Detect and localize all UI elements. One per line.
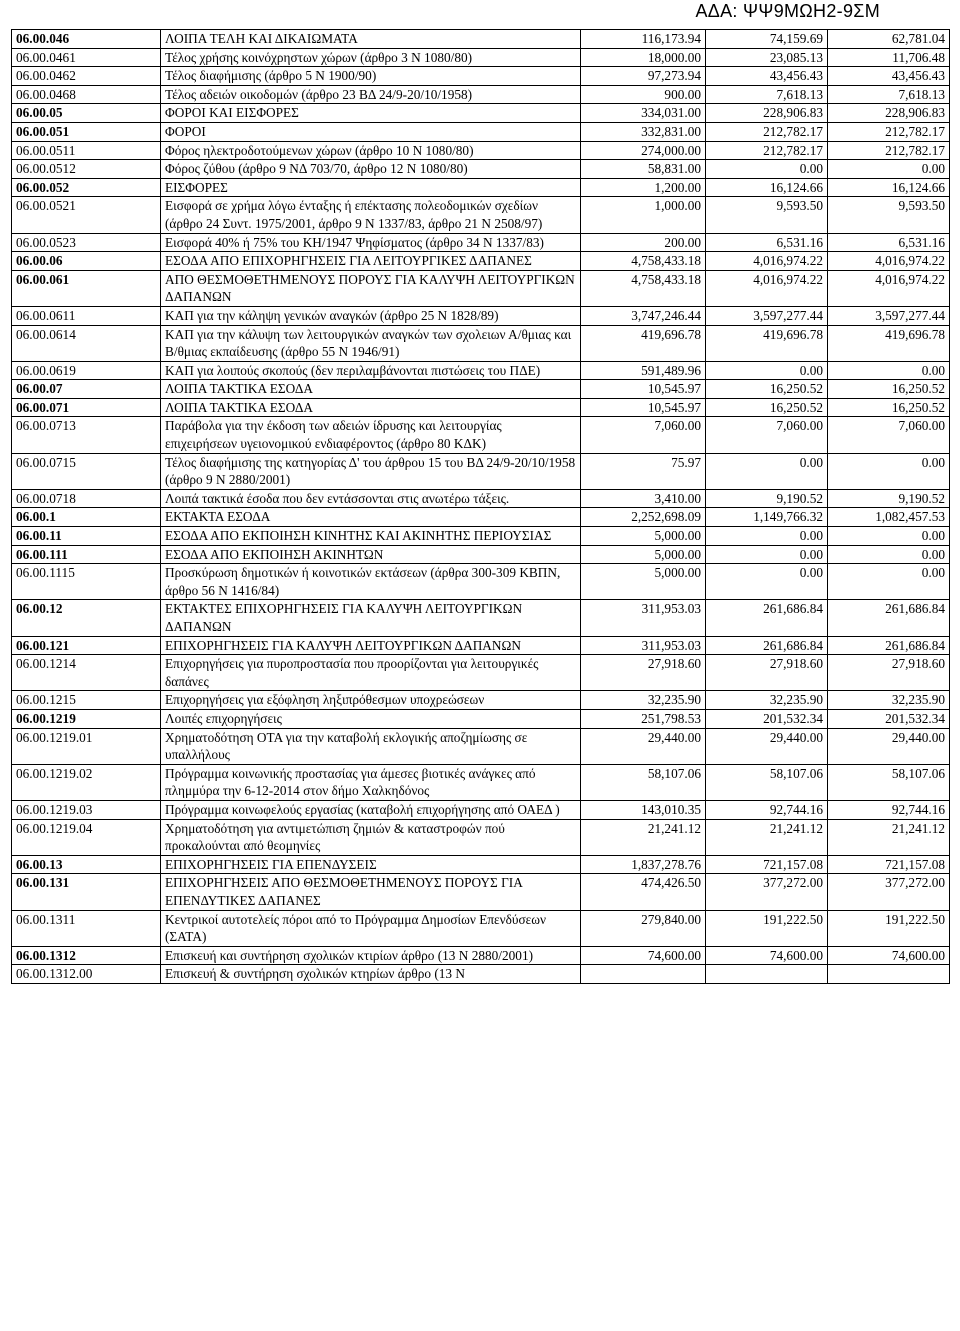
row-budget-value: 18,000.00 <box>581 48 706 67</box>
row-certified-value: 58,107.06 <box>706 764 828 800</box>
table-row <box>12 728 950 764</box>
row-code: 06.00.0468 <box>12 85 161 104</box>
row-certified-value: 0.00 <box>706 564 828 600</box>
row-code: 06.00.11 <box>12 527 161 546</box>
row-description: ΛΟΙΠΑ ΤΕΛΗ ΚΑΙ ΔΙΚΑΙΩΜΑΤΑ <box>161 30 581 49</box>
table-row <box>12 508 950 527</box>
row-code: 06.00.0718 <box>12 489 161 508</box>
row-certified-value: 43,456.43 <box>706 67 828 86</box>
row-description: Τέλος αδειών οικοδομών (άρθρο 23 ΒΔ 24/9-20/10/1958) <box>161 85 581 104</box>
row-code: 06.00.0611 <box>12 306 161 325</box>
table-row <box>12 233 950 252</box>
row-budget-value: 251,798.53 <box>581 709 706 728</box>
table-row <box>12 252 950 271</box>
row-description: ΕΣΟΔΑ ΑΠΟ ΕΚΠΟΙΗΣΗ ΚΙΝΗΤΗΣ ΚΑΙ ΑΚΙΝΗΤΗΣ ΠΕΡΙΟΥΣΙΑΣ <box>161 527 581 546</box>
row-code: 06.00.1219.04 <box>12 819 161 855</box>
table-row <box>12 453 950 489</box>
row-certified-value: 0.00 <box>706 453 828 489</box>
row-code: 06.00.0614 <box>12 325 161 361</box>
row-certified-value: 377,272.00 <box>706 874 828 910</box>
row-description: ΕΣΟΔΑ ΑΠΟ ΕΠΙΧΟΡΗΓΗΣΕΙΣ ΓΙΑ ΛΕΙΤΟΥΡΓΙΚΕΣ ΔΑΠΑΝΕΣ <box>161 252 581 271</box>
table-row <box>12 380 950 399</box>
row-budget-value: 2,252,698.09 <box>581 508 706 527</box>
row-certified-value: 4,016,974.22 <box>706 270 828 306</box>
row-code: 06.00.0511 <box>12 141 161 160</box>
row-description: Τέλος χρήσης κοινόχρηστων χώρων (άρθρο 3 Ν 1080/80) <box>161 48 581 67</box>
row-certified-value: 4,016,974.22 <box>706 252 828 271</box>
row-description: Εισφορά σε χρήμα λόγω ένταξης ή επέκτασης πολεοδομικών σχεδίων (άρθρο 24 Συντ. 1975/2001, άρθρο 9 Ν 1337/83, άρθρο 21 Ν 2508/97) <box>161 197 581 233</box>
row-collected-value: 0.00 <box>828 545 950 564</box>
row-code: 06.00.1219.01 <box>12 728 161 764</box>
row-budget-value: 274,000.00 <box>581 141 706 160</box>
row-code: 06.00.13 <box>12 855 161 874</box>
table-row <box>12 965 950 984</box>
row-code: 06.00.052 <box>12 178 161 197</box>
table-row <box>12 141 950 160</box>
row-description: Προσκύρωση δημοτικών ή κοινοτικών εκτάσεων (άρθρα 300-309 ΚΒΠΝ, άρθρο 56 Ν 1416/84) <box>161 564 581 600</box>
row-budget-value: 143,010.35 <box>581 800 706 819</box>
row-description: ΕΚΤΑΚΤΑ ΕΣΟΔΑ <box>161 508 581 527</box>
row-collected-value: 0.00 <box>828 160 950 179</box>
row-certified-value: 212,782.17 <box>706 122 828 141</box>
row-certified-value: 0.00 <box>706 160 828 179</box>
row-description: Λοιπές επιχορηγήσεις <box>161 709 581 728</box>
row-budget-value: 5,000.00 <box>581 545 706 564</box>
row-budget-value: 7,060.00 <box>581 417 706 453</box>
row-description: Πρόγραμμα κοινωφελούς εργασίας (καταβολή επιχορήγησης από ΟΑΕΔ ) <box>161 800 581 819</box>
row-collected-value: 62,781.04 <box>828 30 950 49</box>
row-code: 06.00.0713 <box>12 417 161 453</box>
row-budget-value: 311,953.03 <box>581 636 706 655</box>
row-budget-value: 4,758,433.18 <box>581 270 706 306</box>
row-collected-value: 201,532.34 <box>828 709 950 728</box>
row-description: ΦΟΡΟΙ ΚΑΙ ΕΙΣΦΟΡΕΣ <box>161 104 581 123</box>
table-row <box>12 874 950 910</box>
row-budget-value: 1,837,278.76 <box>581 855 706 874</box>
row-collected-value: 16,250.52 <box>828 398 950 417</box>
row-certified-value: 419,696.78 <box>706 325 828 361</box>
row-description: ΕΠΙΧΟΡΗΓΗΣΕΙΣ ΓΙΑ ΚΑΛΥΨΗ ΛΕΙΤΟΥΡΓΙΚΩΝ ΔΑΠΑΝΩΝ <box>161 636 581 655</box>
row-description: ΕΙΣΦΟΡΕΣ <box>161 178 581 197</box>
row-description: ΚΑΠ για την κάληψη γενικών αναγκών (άρθρο 25 Ν 1828/89) <box>161 306 581 325</box>
table-row <box>12 67 950 86</box>
row-certified-value: 16,124.66 <box>706 178 828 197</box>
row-collected-value: 0.00 <box>828 527 950 546</box>
row-code: 06.00.1311 <box>12 910 161 946</box>
row-collected-value: 6,531.16 <box>828 233 950 252</box>
row-budget-value: 5,000.00 <box>581 527 706 546</box>
row-description: ΦΟΡΟΙ <box>161 122 581 141</box>
row-description: ΚΑΠ για την κάλυψη των λειτουργικών αναγκών των σχολειων Α/θμιας και Β/θμιας εκπαίδευσης (άρθρο 55 Ν 1946/91) <box>161 325 581 361</box>
row-certified-value: 74,159.69 <box>706 30 828 49</box>
row-collected-value: 4,016,974.22 <box>828 252 950 271</box>
row-description: Κεντρικοί αυτοτελείς πόροι από το Πρόγραμμα Δημοσίων Επενδύσεων (ΣΑΤΑ) <box>161 910 581 946</box>
row-certified-value: 721,157.08 <box>706 855 828 874</box>
row-collected-value: 16,250.52 <box>828 380 950 399</box>
row-code: 06.00.05 <box>12 104 161 123</box>
row-certified-value: 92,744.16 <box>706 800 828 819</box>
row-description: Χρηματοδότηση για αντιμετώπιση ζημιών & καταστροφών πού προκαλούνται από θεομηνίες <box>161 819 581 855</box>
row-description: Εισφορά 40% ή 75% του ΚΗ/1947 Ψηφίσματος (άρθρο 34 Ν 1337/83) <box>161 233 581 252</box>
row-code: 06.00.046 <box>12 30 161 49</box>
row-certified-value: 9,593.50 <box>706 197 828 233</box>
table-row <box>12 564 950 600</box>
table-row <box>12 636 950 655</box>
row-certified-value: 9,190.52 <box>706 489 828 508</box>
row-certified-value: 21,241.12 <box>706 819 828 855</box>
table-row <box>12 122 950 141</box>
row-description: Επιχορηγήσεις για πυροπροστασία που προορίζονται για λειτουργικές δαπάνες <box>161 655 581 691</box>
row-certified-value: 191,222.50 <box>706 910 828 946</box>
row-budget-value <box>581 965 706 984</box>
row-certified-value: 228,906.83 <box>706 104 828 123</box>
row-collected-value: 721,157.08 <box>828 855 950 874</box>
row-collected-value <box>828 965 950 984</box>
row-budget-value: 332,831.00 <box>581 122 706 141</box>
row-collected-value: 7,618.13 <box>828 85 950 104</box>
row-budget-value: 4,758,433.18 <box>581 252 706 271</box>
row-certified-value: 0.00 <box>706 527 828 546</box>
row-description: Φόρος ζύθου (άρθρο 9 ΝΔ 703/70, άρθρο 12 Ν 1080/80) <box>161 160 581 179</box>
row-certified-value: 16,250.52 <box>706 398 828 417</box>
row-code: 06.00.1219.02 <box>12 764 161 800</box>
row-description: Χρηματοδότηση ΟΤΑ για την καταβολή εκλογικής αποζημίωσης σε υπαλλήλους <box>161 728 581 764</box>
row-budget-value: 591,489.96 <box>581 361 706 380</box>
row-budget-value: 900.00 <box>581 85 706 104</box>
row-code: 06.00.1219 <box>12 709 161 728</box>
row-code: 06.00.1215 <box>12 691 161 710</box>
row-collected-value: 27,918.60 <box>828 655 950 691</box>
table-row <box>12 361 950 380</box>
row-code: 06.00.111 <box>12 545 161 564</box>
row-budget-value: 27,918.60 <box>581 655 706 691</box>
row-collected-value: 377,272.00 <box>828 874 950 910</box>
row-code: 06.00.0619 <box>12 361 161 380</box>
row-description: Τέλος διαφήμισης (άρθρο 5 Ν 1900/90) <box>161 67 581 86</box>
row-code: 06.00.1 <box>12 508 161 527</box>
table-row <box>12 527 950 546</box>
row-collected-value: 1,082,457.53 <box>828 508 950 527</box>
row-description: Επισκευή και συντήρηση σχολικών κτιρίων άρθρο (13 Ν 2880/2001) <box>161 946 581 965</box>
row-code: 06.00.1115 <box>12 564 161 600</box>
row-certified-value: 7,618.13 <box>706 85 828 104</box>
row-budget-value: 474,426.50 <box>581 874 706 910</box>
row-certified-value: 1,149,766.32 <box>706 508 828 527</box>
row-collected-value: 261,686.84 <box>828 636 950 655</box>
row-collected-value: 9,190.52 <box>828 489 950 508</box>
row-collected-value: 0.00 <box>828 453 950 489</box>
row-budget-value: 200.00 <box>581 233 706 252</box>
row-certified-value <box>706 965 828 984</box>
row-budget-value: 29,440.00 <box>581 728 706 764</box>
row-collected-value: 29,440.00 <box>828 728 950 764</box>
row-certified-value: 7,060.00 <box>706 417 828 453</box>
row-certified-value: 74,600.00 <box>706 946 828 965</box>
row-budget-value: 3,410.00 <box>581 489 706 508</box>
row-collected-value: 228,906.83 <box>828 104 950 123</box>
row-collected-value: 261,686.84 <box>828 600 950 636</box>
row-certified-value: 6,531.16 <box>706 233 828 252</box>
row-collected-value: 212,782.17 <box>828 122 950 141</box>
table-row <box>12 946 950 965</box>
row-collected-value: 16,124.66 <box>828 178 950 197</box>
row-certified-value: 3,597,277.44 <box>706 306 828 325</box>
row-budget-value: 75.97 <box>581 453 706 489</box>
table-row <box>12 30 950 49</box>
table-row <box>12 655 950 691</box>
row-description: ΛΟΙΠΑ ΤΑΚΤΙΚΑ ΕΣΟΔΑ <box>161 398 581 417</box>
row-code: 06.00.1214 <box>12 655 161 691</box>
table-row <box>12 270 950 306</box>
row-certified-value: 0.00 <box>706 361 828 380</box>
row-code: 06.00.061 <box>12 270 161 306</box>
row-certified-value: 27,918.60 <box>706 655 828 691</box>
row-budget-value: 1,200.00 <box>581 178 706 197</box>
row-code: 06.00.0523 <box>12 233 161 252</box>
row-collected-value: 43,456.43 <box>828 67 950 86</box>
row-code: 06.00.051 <box>12 122 161 141</box>
table-row <box>12 325 950 361</box>
table-row <box>12 764 950 800</box>
row-code: 06.00.0521 <box>12 197 161 233</box>
row-certified-value: 212,782.17 <box>706 141 828 160</box>
row-budget-value: 419,696.78 <box>581 325 706 361</box>
row-budget-value: 32,235.90 <box>581 691 706 710</box>
row-budget-value: 311,953.03 <box>581 600 706 636</box>
row-collected-value: 0.00 <box>828 361 950 380</box>
row-collected-value: 4,016,974.22 <box>828 270 950 306</box>
row-certified-value: 32,235.90 <box>706 691 828 710</box>
row-code: 06.00.1219.03 <box>12 800 161 819</box>
row-certified-value: 0.00 <box>706 545 828 564</box>
row-certified-value: 201,532.34 <box>706 709 828 728</box>
row-certified-value: 261,686.84 <box>706 636 828 655</box>
row-budget-value: 21,241.12 <box>581 819 706 855</box>
row-code: 06.00.071 <box>12 398 161 417</box>
row-budget-value: 74,600.00 <box>581 946 706 965</box>
row-budget-value: 279,840.00 <box>581 910 706 946</box>
table-row <box>12 855 950 874</box>
row-code: 06.00.121 <box>12 636 161 655</box>
row-budget-value: 1,000.00 <box>581 197 706 233</box>
table-row <box>12 691 950 710</box>
row-budget-value: 10,545.97 <box>581 398 706 417</box>
row-code: 06.00.1312.00 <box>12 965 161 984</box>
table-row <box>12 709 950 728</box>
row-collected-value: 3,597,277.44 <box>828 306 950 325</box>
row-collected-value: 74,600.00 <box>828 946 950 965</box>
row-budget-value: 334,031.00 <box>581 104 706 123</box>
table-row <box>12 48 950 67</box>
row-code: 06.00.131 <box>12 874 161 910</box>
row-collected-value: 21,241.12 <box>828 819 950 855</box>
row-code: 06.00.0512 <box>12 160 161 179</box>
row-budget-value: 3,747,246.44 <box>581 306 706 325</box>
table-row <box>12 910 950 946</box>
table-row <box>12 306 950 325</box>
row-code: 06.00.12 <box>12 600 161 636</box>
budget-table <box>11 29 950 984</box>
row-code: 06.00.1312 <box>12 946 161 965</box>
row-certified-value: 23,085.13 <box>706 48 828 67</box>
row-collected-value: 7,060.00 <box>828 417 950 453</box>
row-certified-value: 261,686.84 <box>706 600 828 636</box>
table-row <box>12 600 950 636</box>
table-row <box>12 398 950 417</box>
row-certified-value: 29,440.00 <box>706 728 828 764</box>
row-collected-value: 58,107.06 <box>828 764 950 800</box>
row-description: ΑΠΟ ΘΕΣΜΟΘΕΤΗΜΕΝΟΥΣ ΠΟΡΟΥΣ ΓΙΑ ΚΑΛΥΨΗ ΛΕΙΤΟΥΡΓΙΚΩΝ ΔΑΠΑΝΩΝ <box>161 270 581 306</box>
row-budget-value: 58,107.06 <box>581 764 706 800</box>
table-row <box>12 800 950 819</box>
row-description: ΛΟΙΠΑ ΤΑΚΤΙΚΑ ΕΣΟΔΑ <box>161 380 581 399</box>
row-description: ΕΠΙΧΟΡΗΓΗΣΕΙΣ ΑΠΟ ΘΕΣΜΟΘΕΤΗΜΕΝΟΥΣ ΠΟΡΟΥΣ ΓΙΑ ΕΠΕΝΔΥΤΙΚΕΣ ΔΑΠΑΝΕΣ <box>161 874 581 910</box>
table-row <box>12 545 950 564</box>
table-row <box>12 104 950 123</box>
table-row <box>12 417 950 453</box>
row-budget-value: 5,000.00 <box>581 564 706 600</box>
table-row <box>12 197 950 233</box>
row-budget-value: 10,545.97 <box>581 380 706 399</box>
table-row <box>12 819 950 855</box>
table-row <box>12 85 950 104</box>
ada-header: ΑΔΑ: ΨΨ9ΜΩΗ2-9ΣΜ <box>695 1 880 21</box>
row-description: Επιχορηγήσεις για εξόφληση ληξιπρόθεσμων υποχρεώσεων <box>161 691 581 710</box>
row-collected-value: 419,696.78 <box>828 325 950 361</box>
row-collected-value: 0.00 <box>828 564 950 600</box>
row-code: 06.00.0462 <box>12 67 161 86</box>
row-description: ΕΚΤΑΚΤΕΣ ΕΠΙΧΟΡΗΓΗΣΕΙΣ ΓΙΑ ΚΑΛΥΨΗ ΛΕΙΤΟΥΡΓΙΚΩΝ ΔΑΠΑΝΩΝ <box>161 600 581 636</box>
row-budget-value: 58,831.00 <box>581 160 706 179</box>
row-description: ΕΣΟΔΑ ΑΠΟ ΕΚΠΟΙΗΣΗ ΑΚΙΝΗΤΩΝ <box>161 545 581 564</box>
row-collected-value: 11,706.48 <box>828 48 950 67</box>
row-description: Επισκευή & συντήρηση σχολικών κτηρίων άρθρο (13 Ν <box>161 965 581 984</box>
row-code: 06.00.06 <box>12 252 161 271</box>
row-certified-value: 16,250.52 <box>706 380 828 399</box>
table-row <box>12 178 950 197</box>
row-collected-value: 212,782.17 <box>828 141 950 160</box>
row-description: Τέλος διαφήμισης της κατηγορίας Δ' του άρθρου 15 του ΒΔ 24/9-20/10/1958 (άρθρο 9 Ν 2880/2001) <box>161 453 581 489</box>
row-description: ΕΠΙΧΟΡΗΓΗΣΕΙΣ ΓΙΑ ΕΠΕΝΔΥΣΕΙΣ <box>161 855 581 874</box>
row-collected-value: 92,744.16 <box>828 800 950 819</box>
row-code: 06.00.0715 <box>12 453 161 489</box>
row-description: Λοιπά τακτικά έσοδα που δεν εντάσσονται στις ανωτέρω τάξεις. <box>161 489 581 508</box>
table-row <box>12 489 950 508</box>
row-collected-value: 32,235.90 <box>828 691 950 710</box>
row-code: 06.00.07 <box>12 380 161 399</box>
row-description: Παράβολα για την έκδοση των αδειών ίδρυσης και λειτουργίας επιχειρήσεων υγειονομικού ενδιαφέροντος (άρθρο 80 ΚΔΚ) <box>161 417 581 453</box>
row-description: Πρόγραμμα κοινωνικής προστασίας για άμεσες βιοτικές ανάγκες από πλημμύρα την 6-12-2014 στον δήμο Χαλκηδόνος <box>161 764 581 800</box>
row-budget-value: 116,173.94 <box>581 30 706 49</box>
row-code: 06.00.0461 <box>12 48 161 67</box>
row-description: Φόρος ηλεκτροδοτούμενων χώρων (άρθρο 10 Ν 1080/80) <box>161 141 581 160</box>
row-collected-value: 9,593.50 <box>828 197 950 233</box>
table-row <box>12 160 950 179</box>
row-budget-value: 97,273.94 <box>581 67 706 86</box>
row-description: ΚΑΠ για λοιπούς σκοπούς (δεν περιλαμβάνονται πιστώσεις του ΠΔΕ) <box>161 361 581 380</box>
row-collected-value: 191,222.50 <box>828 910 950 946</box>
